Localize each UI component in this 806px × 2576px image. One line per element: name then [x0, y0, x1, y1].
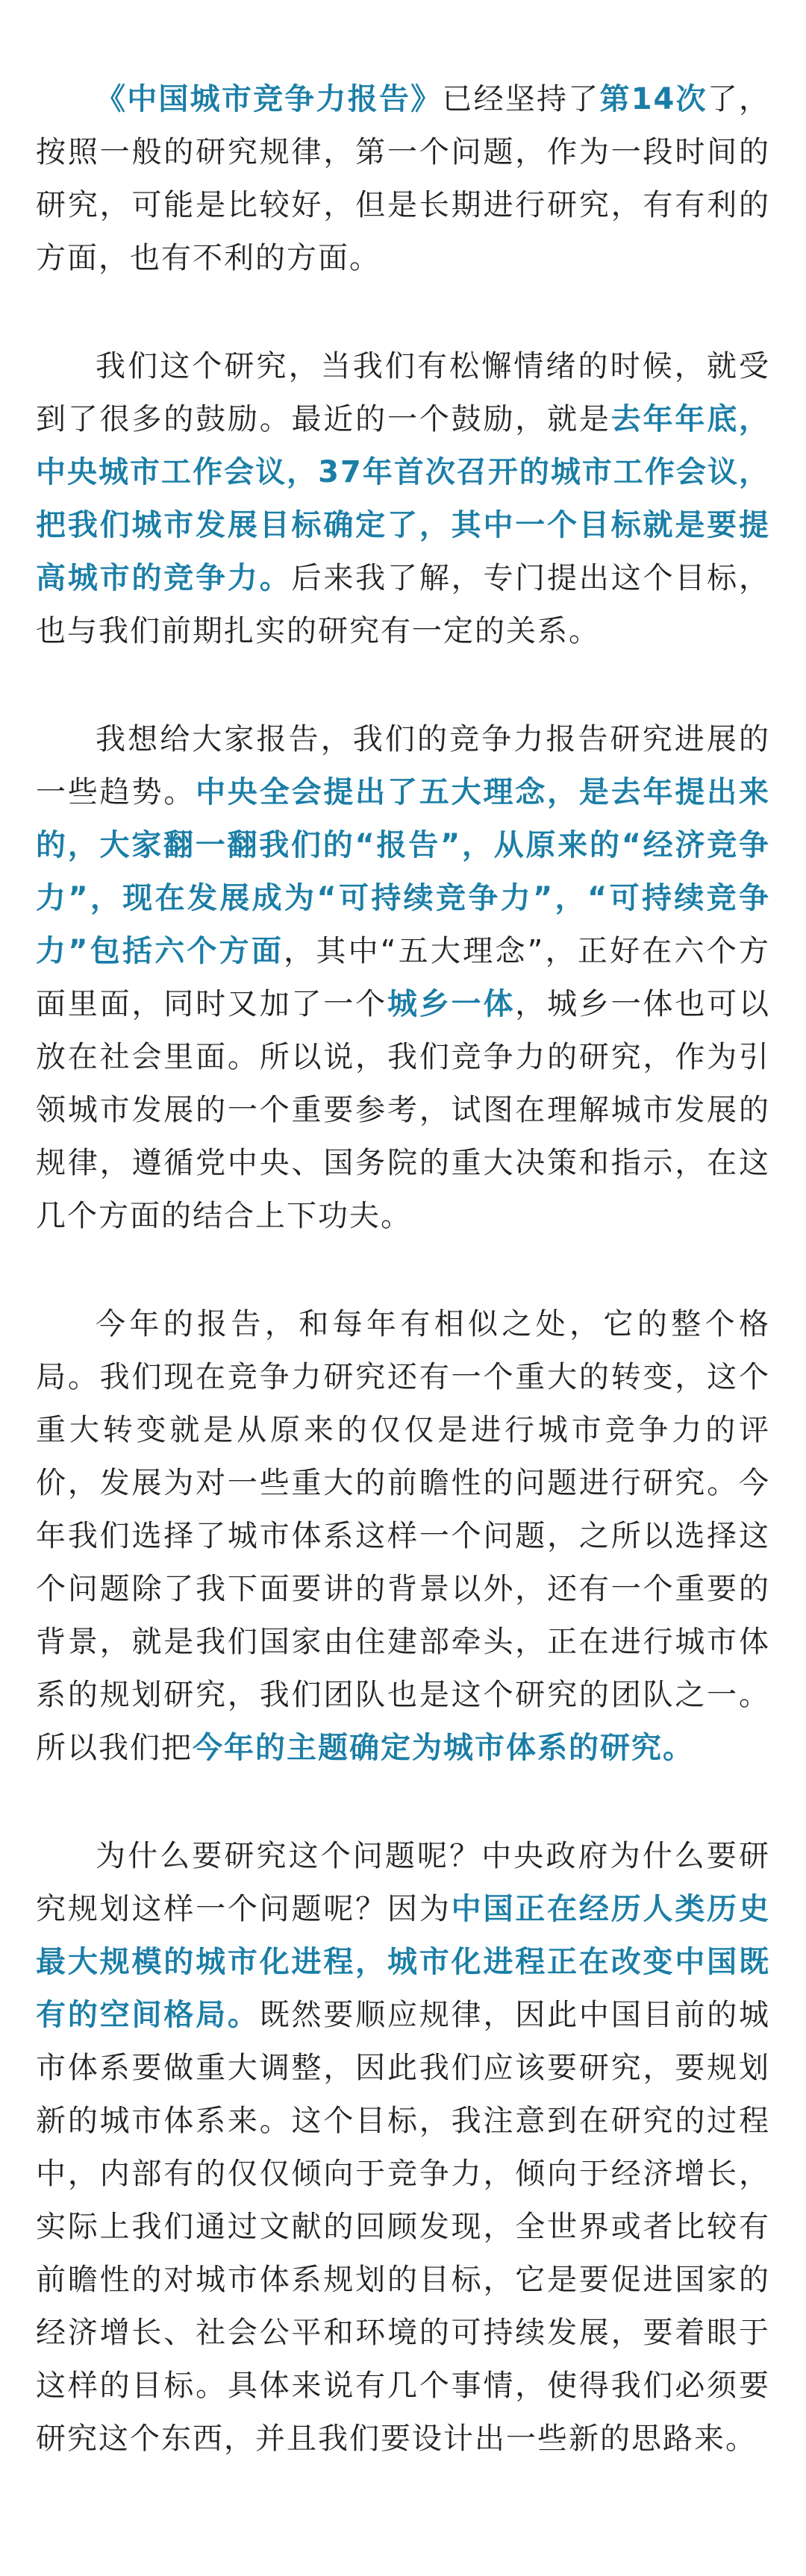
body-text: 既然要顺应规律，因此中国目前的城市体系要做重大调整，因此我们应该要研究，要规划新的城市体系来。这个目标，我注意到在研究的过程中，内部有的仅仅倾向于竞争力，倾向于经济增长，实际上我们通过文献的回顾发现，全世界或者比较有前瞻性的对城市体系规划的目标，它是要促进国家的经济增长、社会公平和环境的可持续发展，要着眼于这样的目标。具体来说有几个事情，使得我们必须要研究这个东西，并且我们要设计出一些新的思路来。 [36, 1998, 771, 2456]
highlight-text: 中国正在经历人类历史最大规模的城市化进程，城市化进程正在改变中国既有的空间格局。 [36, 1892, 771, 2032]
paragraph-3 [36, 713, 770, 1243]
body-text: 今年的报告，和每年有相似之处，它的整个格局。我们现在竞争力研究还有一个重大的转变，这个重大转变就是从原来的仅仅是进行城市竞争力的评价，发展为对一些重大的前瞻性的问题进行研究。今年我们选择了城市体系这样一个问题，之所以选择这个问题除了我下面要讲的背景以外，还有一个重要的背景，就是我们国家由住建部牵头，正在进行城市体系的规划研究，我们团队也是这个研究的团队之一。所以我们把 [36, 1307, 770, 1765]
body-text: ，城乡一体也可以放在社会里面。所以说，我们竞争力的研究，作为引领城市发展的一个重要参考，试图在理解城市发展的规律，遵循党中央、国务院的重大决策和指示，在这几个方面的结合上下功夫。 [36, 987, 771, 1233]
body-text: 我想给大家报告，我们的竞争力报告研究进展的一些趋势。 [36, 722, 770, 809]
body-text: 我们这个研究，当我们有松懈情绪的时候，就受到了很多的鼓励。最近的一个鼓励，就是 [36, 349, 770, 436]
highlight-text: 第14次 [599, 82, 707, 116]
highlight-text: 今年的主题确定为城市体系的研究。 [193, 1731, 694, 1765]
body-text: 后来我了解，专门提出这个目标，也与我们前期扎实的研究有一定的关系。 [36, 561, 771, 648]
paragraph-1 [36, 73, 770, 285]
body-text: 了，按照一般的研究规律，第一个问题，作为一段时间的研究，可能是比较好，但是长期进行研究，有有利的方面，也有不利的方面。 [36, 82, 771, 275]
highlight-text: 中央全会提出了五大理念，是去年提出来的，大家翻一翻我们的“报告”，从原来的“经济竞争力”，现在发展成为“可持续竞争力”，“可持续竞争力”包括六个方面 [36, 775, 771, 968]
paragraph-2 [36, 340, 770, 658]
body-text: 已经坚持了 [442, 82, 600, 116]
highlight-text: 去年年底，中央城市工作会议，37年首次召开的城市工作会议，把我们城市发展目标确定了，其中一个目标就是要提高城市的竞争力。 [36, 402, 771, 595]
body-text: 为什么要研究这个问题呢？中央政府为什么要研究规划这样一个问题呢？因为 [36, 1839, 770, 1926]
body-text: ，其中“五大理念”，正好在六个方面里面，同时又加了一个 [36, 934, 770, 1021]
highlight-text: 《中国城市竞争力报告》 [96, 82, 443, 116]
paragraph-5 [36, 1830, 770, 2466]
paragraph-4 [36, 1298, 770, 1775]
highlight-text: 城乡一体 [387, 987, 516, 1021]
